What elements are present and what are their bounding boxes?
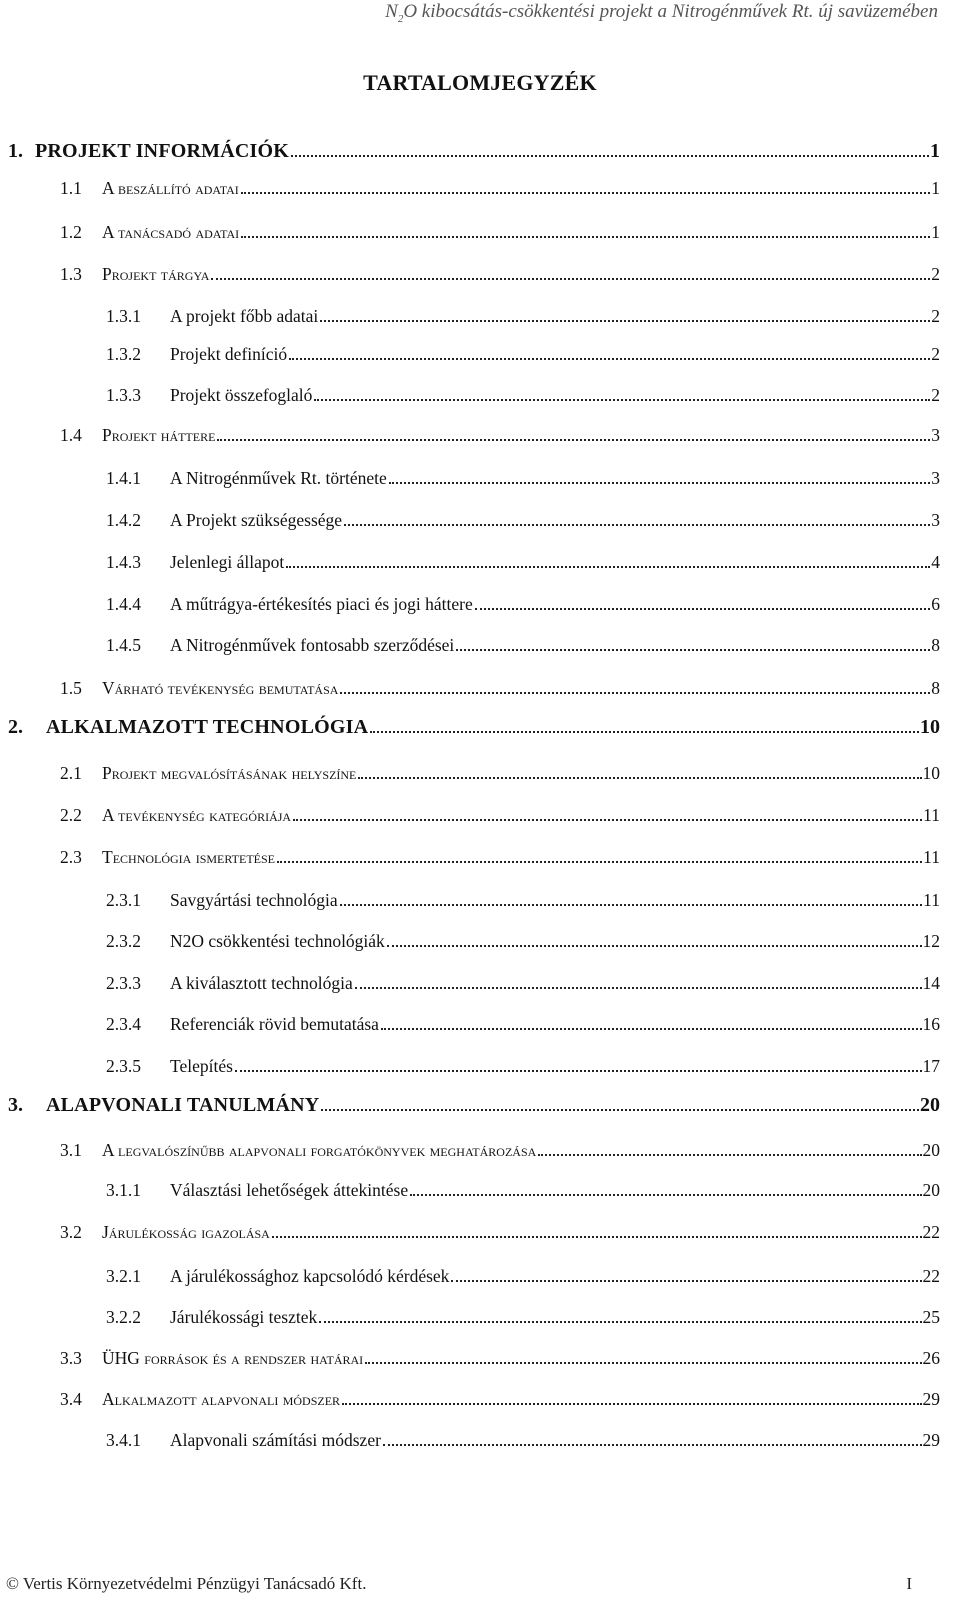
dot-leader (475, 608, 931, 610)
toc-entry-number: 2.3.1 (106, 890, 141, 910)
toc-entry[interactable] (60, 845, 940, 869)
toc-entry-title: Projekt háttere (102, 425, 216, 445)
toc-entry-title: A Nitrogénművek Rt. története (170, 468, 387, 488)
toc-entry-page: 8 (931, 635, 940, 655)
toc-entry[interactable] (60, 423, 940, 447)
dot-leader (319, 1321, 921, 1323)
dot-leader (383, 1444, 922, 1446)
toc-entry-title: Referenciák rövid bemutatása (170, 1014, 379, 1034)
dot-leader (355, 987, 922, 989)
toc-entry-title: ÜHG források és a rendszer határai (102, 1348, 364, 1368)
toc-entry-title: ALKALMAZOTT TECHNOLÓGIA (46, 716, 369, 738)
toc-entry-page: 10 (922, 763, 940, 783)
toc-entry[interactable] (60, 262, 940, 286)
toc-entry[interactable] (60, 176, 940, 200)
toc-entry-title: Technológia ismertetése (102, 847, 275, 867)
toc-entry-number: 2.2 (60, 805, 82, 825)
toc-entry-number: 3.4.1 (106, 1430, 141, 1450)
toc-entry-page: 11 (923, 805, 940, 825)
running-header (0, 0, 938, 25)
toc-entry-page: 3 (931, 468, 940, 488)
toc-entry-page: 25 (922, 1307, 940, 1327)
toc-entry-page: 29 (922, 1389, 940, 1409)
toc-entry-page: 12 (922, 931, 940, 951)
toc-entry-page: 3 (931, 425, 940, 445)
toc-entry-title: Járulékossági tesztek (170, 1307, 318, 1327)
toc-entry[interactable] (106, 1305, 940, 1329)
toc-entry[interactable] (106, 592, 940, 616)
toc-entry-number: 1.4 (60, 425, 82, 445)
toc-entry-title: A tanácsadó adatai (102, 222, 240, 242)
dot-leader (365, 1362, 921, 1364)
dot-leader (456, 649, 930, 651)
toc-entry-title: A Projekt szükségessége (170, 510, 343, 530)
toc-entry[interactable] (60, 803, 940, 827)
dot-leader (241, 236, 930, 238)
toc-entry-page: 14 (922, 973, 940, 993)
toc-entry-title: Alkalmazott alapvonali módszer (102, 1389, 341, 1409)
toc-entry-title: ALAPVONALI TANULMÁNY (46, 1094, 320, 1116)
toc-entry[interactable] (106, 971, 940, 995)
toc-entry-page: 4 (931, 552, 940, 572)
dot-leader (314, 399, 930, 401)
toc-entry-number: 1.3.1 (106, 306, 141, 326)
toc-entry-page: 2 (931, 385, 940, 405)
toc-entry-number: 1.3.3 (106, 385, 141, 405)
toc-entry[interactable] (60, 1387, 940, 1411)
toc-entry-page: 20 (920, 1094, 940, 1116)
toc-entry-number: 2. (8, 716, 23, 738)
dot-leader (344, 524, 930, 526)
toc-entry-number: 1.1 (60, 178, 82, 198)
toc-entry[interactable] (106, 1012, 940, 1036)
toc-entry-number: 1.4.2 (106, 510, 141, 530)
toc-entry-page: 1 (931, 178, 940, 198)
page-title: TARTALOMJEGYZÉK (363, 70, 597, 95)
dot-leader (340, 904, 922, 906)
dot-leader (277, 861, 922, 863)
toc-entry-number: 2.3.3 (106, 973, 141, 993)
dot-leader (241, 192, 930, 194)
toc-entry-number: 3. (8, 1094, 23, 1116)
toc-entry-page: 22 (922, 1266, 940, 1286)
toc-entry-page: 1 (930, 140, 940, 162)
dot-leader (451, 1280, 921, 1282)
toc-entry-title: A projekt főbb adatai (170, 306, 319, 326)
toc-entry-number: 3.1 (60, 1140, 82, 1160)
header-text: O kibocsátás-csökkentési projekt a Nitrogénművek Rt. új savüzemében (403, 1, 938, 22)
dot-leader (293, 819, 922, 821)
dot-leader (211, 278, 930, 280)
toc-entry-title: Projekt tárgya (102, 264, 210, 284)
dot-leader (217, 439, 930, 441)
toc-entry[interactable] (106, 1428, 940, 1452)
toc-entry-title: Projekt definíció (170, 344, 288, 364)
toc-entry-number: 1.4.5 (106, 635, 141, 655)
toc-entry-page: 10 (920, 716, 940, 738)
toc-entry[interactable] (60, 761, 940, 785)
header-subscript: 2 (397, 12, 404, 25)
toc-entry[interactable] (106, 888, 940, 912)
footer-copyright: © Vertis Környezetvédelmi Pénzügyi Tanácsadó Kft. (6, 1574, 367, 1593)
toc-entry[interactable] (106, 1054, 940, 1078)
toc-entry-number: 2.3.4 (106, 1014, 141, 1034)
toc-entry-page: 1 (931, 222, 940, 242)
toc-entry-title: PROJEKT INFORMÁCIÓK (35, 140, 289, 162)
dot-leader (538, 1154, 921, 1156)
toc-entry-number: 3.4 (60, 1389, 82, 1409)
dot-leader (235, 1070, 922, 1072)
toc-entry-page: 20 (922, 1180, 940, 1200)
dot-leader (381, 1028, 922, 1030)
dot-leader (320, 320, 930, 322)
toc-entry[interactable] (106, 550, 940, 574)
toc-entry-title: Várható tevékenység bemutatása (102, 678, 339, 698)
toc-entry[interactable] (60, 1138, 940, 1162)
toc-entry-title: A járulékossághoz kapcsolódó kérdések (170, 1266, 450, 1286)
toc-entry-page: 22 (922, 1222, 940, 1242)
toc-entry-page: 17 (922, 1056, 940, 1076)
dot-leader (410, 1194, 921, 1196)
toc-entry-number: 1.2 (60, 222, 82, 242)
toc-entry-page: 29 (922, 1430, 940, 1450)
toc-entry-title: A beszállító adatai (102, 178, 239, 198)
toc-entry-title: Projekt megvalósításának helyszíne (102, 763, 357, 783)
toc-entry-number: 1. (8, 140, 23, 162)
toc-entry[interactable] (106, 466, 940, 490)
toc-entry[interactable] (8, 715, 940, 739)
toc-entry[interactable] (60, 1346, 940, 1370)
toc-entry-number: 3.3 (60, 1348, 82, 1368)
dot-leader (358, 777, 921, 779)
toc-entry-page: 2 (931, 306, 940, 326)
toc-entry[interactable] (106, 304, 940, 328)
toc-entry-page: 20 (922, 1140, 940, 1160)
toc-entry[interactable] (8, 1093, 940, 1117)
toc-entry-page: 8 (931, 678, 940, 698)
dot-leader (370, 731, 919, 733)
toc-entry-page: 11 (923, 890, 940, 910)
dot-leader (272, 1236, 922, 1238)
toc-entry-page: 26 (922, 1348, 940, 1368)
toc-entry[interactable] (60, 1220, 940, 1244)
toc-entry[interactable] (106, 929, 940, 953)
dot-leader (389, 482, 930, 484)
toc-entry-title: Alapvonali számítási módszer (170, 1430, 381, 1450)
dot-leader (289, 358, 930, 360)
toc-entry-title: A műtrágya-értékesítés piaci és jogi háttere (170, 594, 473, 614)
toc-entry-title: N2O csökkentési technológiák (170, 931, 385, 951)
toc-entry-title: Telepítés (170, 1056, 233, 1076)
toc-entry-number: 3.1.1 (106, 1180, 141, 1200)
toc-entry-title: Járulékosság igazolása (102, 1222, 270, 1242)
toc-entry[interactable] (106, 633, 940, 657)
dot-leader (342, 1403, 921, 1405)
dot-leader (340, 692, 930, 694)
toc-entry-title: A Nitrogénművek fontosabb szerződései (170, 635, 455, 655)
toc-entry[interactable] (106, 1264, 940, 1288)
toc-entry-title: A legvalószínűbb alapvonali forgatókönyvek meghatározása (102, 1140, 537, 1160)
toc-entry-page: 16 (922, 1014, 940, 1034)
toc-entry-title: Jelenlegi állapot (170, 552, 285, 572)
toc-entry[interactable] (60, 220, 940, 244)
toc-entry[interactable] (60, 676, 940, 700)
toc-entry-page: 11 (923, 847, 940, 867)
toc-entry-number: 2.1 (60, 763, 82, 783)
toc-entry-page: 2 (931, 264, 940, 284)
toc-entry-title: Savgyártási technológia (170, 890, 338, 910)
dot-leader (321, 1109, 919, 1111)
dot-leader (286, 566, 930, 568)
toc-entry-title: A kiválasztott technológia (170, 973, 353, 993)
toc-entry-number: 1.4.1 (106, 468, 141, 488)
toc-entry-page: 6 (931, 594, 940, 614)
toc-entry-page: 3 (931, 510, 940, 530)
toc-entry-page: 2 (931, 344, 940, 364)
toc-entry[interactable] (8, 139, 940, 163)
toc-entry-number: 1.5 (60, 678, 82, 698)
toc-entry-number: 2.3.5 (106, 1056, 141, 1076)
toc-entry[interactable] (106, 508, 940, 532)
toc-entry-number: 1.3 (60, 264, 82, 284)
toc-entry-number: 2.3.2 (106, 931, 141, 951)
footer-page-number: I (906, 1574, 912, 1593)
toc-entry[interactable] (106, 383, 940, 407)
dot-leader (291, 155, 929, 157)
toc-entry[interactable] (106, 1178, 940, 1202)
toc-entry-number: 3.2.1 (106, 1266, 141, 1286)
toc-entry-number: 3.2.2 (106, 1307, 141, 1327)
toc-entry-number: 2.3 (60, 847, 82, 867)
toc-entry-number: 1.4.4 (106, 594, 141, 614)
toc-entry-title: Projekt összefoglaló (170, 385, 313, 405)
header-prefix: N (385, 1, 398, 22)
toc-entry-title: A tevékenység kategóriája (102, 805, 292, 825)
toc-entry-number: 1.4.3 (106, 552, 141, 572)
toc-entry[interactable] (106, 342, 940, 366)
dot-leader (387, 945, 922, 947)
toc-entry-title: Választási lehetőségek áttekintése (170, 1180, 409, 1200)
toc-entry-number: 3.2 (60, 1222, 82, 1242)
toc-entry-number: 1.3.2 (106, 344, 141, 364)
